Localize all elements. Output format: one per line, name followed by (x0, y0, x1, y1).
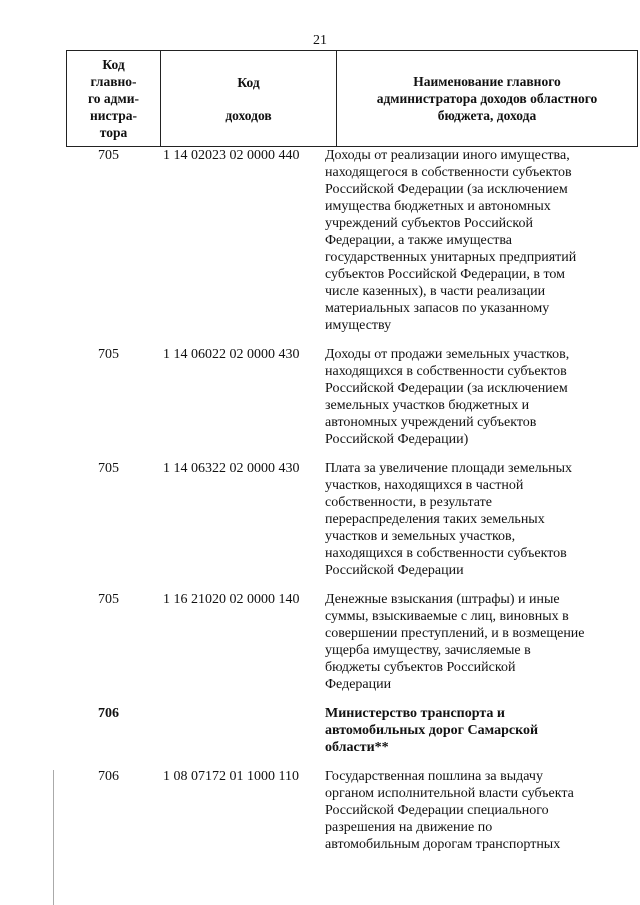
description-line: автомобильным дорогам транспортных (325, 837, 561, 852)
description-line: суммы, взыскиваемые с лиц, виновных в (325, 609, 569, 624)
table-row (66, 147, 610, 334)
description-line: Плата за увеличение площади земельных (325, 461, 573, 476)
description-line: автономных учреждений субъектов (325, 415, 537, 430)
description-line: материальных запасов по указанному (325, 301, 550, 316)
description-line: земельных участков бюджетных и (325, 398, 530, 413)
header-name-line: бюджета, дохода (437, 108, 537, 123)
description-line: разрешения на движение по (325, 820, 493, 835)
scan-margin-line (53, 770, 54, 905)
header-admin-code-line: Код (102, 57, 125, 72)
table-header (66, 50, 638, 147)
description-line: Российской Федерации (за исключением (325, 381, 568, 396)
description-cell (321, 147, 610, 334)
admin-code-cell: 705 (98, 592, 119, 607)
admin-code-cell: 705 (98, 347, 119, 362)
description-line: Доходы от продажи земельных участков, (325, 347, 570, 362)
description-line: находящихся в собственности субъектов (325, 364, 567, 379)
description-line: субъектов Российской Федерации, в том (325, 267, 565, 282)
description-line: Российской Федерации (за исключением (325, 182, 568, 197)
header-income-code-line: доходов (225, 107, 272, 123)
description-line: Денежные взыскания (штрафы) и иные (325, 592, 560, 607)
description-cell (321, 346, 610, 448)
header-income-code (161, 51, 337, 147)
table-row-section-heading (66, 705, 610, 756)
header-name-line: Наименование главного (413, 74, 561, 89)
description-line: находящихся в собственности субъектов (325, 546, 567, 561)
header-admin-code-line: главно- (90, 74, 137, 89)
table-row (66, 460, 610, 579)
table-row (66, 346, 610, 448)
description-cell (321, 460, 610, 579)
description-line: Государственная пошлина за выдачу (325, 769, 543, 784)
description-cell (321, 768, 610, 853)
header-admin-code (67, 51, 161, 147)
description-line: Доходы от реализации иного имущества, (325, 148, 570, 163)
description-line: имущества бюджетных и автономных (325, 199, 551, 214)
description-line: автомобильных дорог Самарской (325, 723, 539, 738)
description-line: Министерство транспорта и (325, 706, 505, 721)
table-body (66, 147, 610, 865)
description-line: перераспределения таких земельных (325, 512, 545, 527)
income-code-cell: 1 16 21020 02 0000 140 (163, 592, 300, 607)
income-code-cell (151, 705, 321, 756)
admin-code-cell: 706 (98, 769, 119, 784)
income-code-cell: 1 14 06022 02 0000 430 (163, 347, 300, 362)
header-admin-code-line: тора (99, 125, 128, 140)
description-line: Федерации (325, 677, 392, 692)
description-line: совершении преступлений, и в возмещение (325, 626, 585, 641)
admin-code-cell: 705 (98, 148, 119, 163)
description-line: Российской Федерации (325, 563, 464, 578)
administrator-name-cell (321, 705, 610, 756)
description-line: области** (325, 740, 389, 755)
description-line: находящегося в собственности субъектов (325, 165, 572, 180)
header-income-code-line: Код (237, 74, 260, 90)
income-code-cell: 1 08 07172 01 1000 110 (163, 769, 299, 784)
header-admin-code-line: нистра- (89, 108, 138, 123)
table-row (66, 768, 610, 853)
header-admin-code-line: го адми- (88, 91, 139, 106)
description-line: ущерба имуществу, зачисляемые в (325, 643, 531, 658)
description-line: имуществу (325, 318, 392, 333)
description-line: участков и земельных участков, (325, 529, 516, 544)
income-code-cell: 1 14 02023 02 0000 440 (163, 148, 300, 163)
description-line: учреждений субъектов Российской (325, 216, 533, 231)
description-line: числе казенных), в части реализации (325, 284, 546, 299)
description-line: Федерации, а также имущества (325, 233, 513, 248)
income-code-cell: 1 14 06322 02 0000 430 (163, 461, 300, 476)
description-line: Российской Федерации специального (325, 803, 549, 818)
admin-code-cell: 706 (98, 706, 119, 721)
header-name (337, 51, 638, 147)
description-line: государственных унитарных предприятий (325, 250, 577, 265)
header-name-line: администратора доходов областного (376, 91, 598, 106)
description-cell (321, 591, 610, 693)
admin-code-cell: 705 (98, 461, 119, 476)
page-number: 21 (313, 33, 327, 48)
description-line: участков, находящихся в частной (325, 478, 524, 493)
description-line: Российской Федерации) (325, 432, 469, 447)
description-line: органом исполнительной власти субъекта (325, 786, 574, 801)
description-line: бюджеты субъектов Российской (325, 660, 516, 675)
description-line: собственности, в результате (325, 495, 492, 510)
table-row (66, 591, 610, 693)
